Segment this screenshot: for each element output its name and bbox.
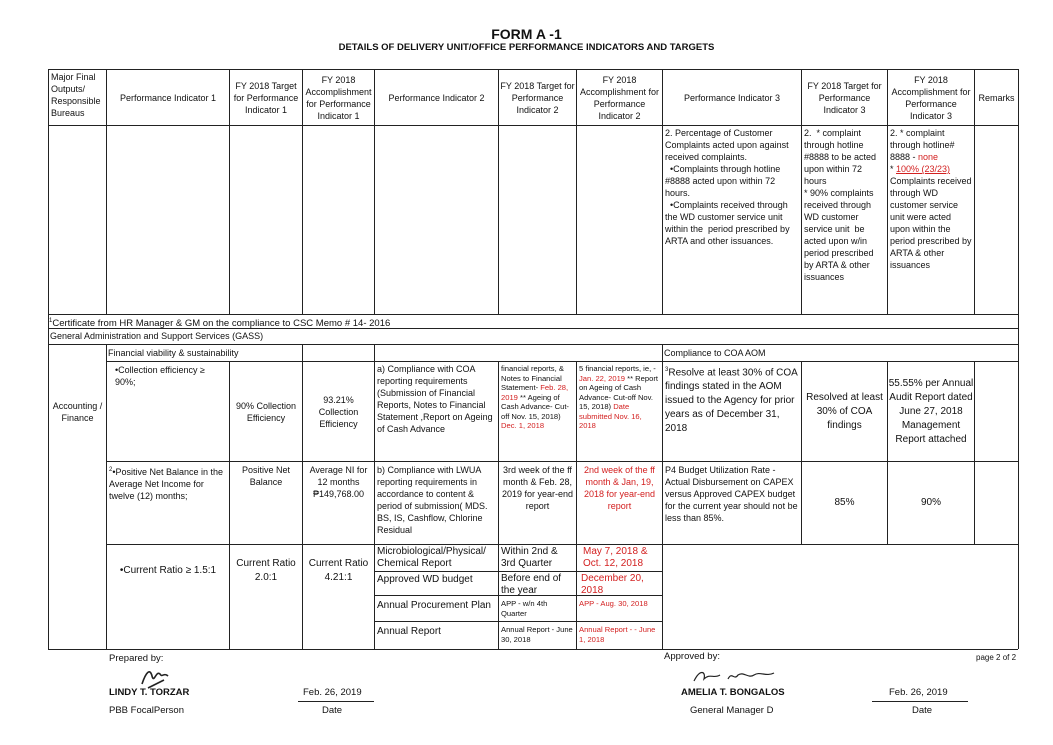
approved-date-label: Date	[912, 705, 933, 716]
row3-accomplishment3: 90%	[920, 497, 941, 508]
accounting-label: Accounting / Finance	[52, 400, 103, 423]
page-number: page 2 of 2	[976, 653, 1017, 662]
row3-target1: Positive Net Balance	[241, 465, 291, 487]
header-accomplishment3: FY 2018 Accomplishment for Performance Indicator 3	[891, 74, 971, 121]
row3-accomplishment2: 2nd week of the ff month & Jan, 19, 2018 for year-end report	[583, 465, 656, 511]
row4-sub1-pi2: Microbiological/Physical/ Chemical Report	[377, 546, 486, 569]
row2-pi1: •Collection efficiency ≥ 90%;	[115, 365, 205, 387]
row4-target1: Current Ratio 2.0:1	[236, 558, 296, 583]
row4-sub3-accomplishment2: APP - Aug. 30, 2018	[579, 599, 648, 608]
header-remarks: Remarks	[978, 92, 1015, 103]
header-mfo: Major Final Outputs/ Responsible Bureaus	[51, 72, 101, 118]
row3-target3: 85%	[834, 497, 855, 508]
header-target3: FY 2018 Target for Performance Indicator 3	[807, 80, 882, 115]
row4-sub4-target2: Annual Report - June 30, 2018	[501, 625, 573, 644]
header-target2: FY 2018 Target for Performance Indicator 2	[500, 80, 575, 115]
header-pi1: Performance Indicator 1	[119, 92, 217, 103]
header-target1: FY 2018 Target for Performance Indicator 1	[233, 80, 299, 115]
row1-accomplishment3: 2. * complaint through hotline# 8888 - none * 100% (23/23) Complaints received through WD customer service unit were acted upon within the period prescribed by ARTA & other issuances	[890, 128, 972, 270]
row2-target3: Resolved at least 30% of COA findings	[806, 391, 883, 431]
row3-pi2: b) Compliance with LWUA reporting requirements in accordance to content & period of submission( MDS. BS, IS, Cashflow, Chlorine Residual	[377, 465, 488, 535]
row2-accomplishment2: 5 financial reports, ie, - Jan. 22, 2019 ** Report on Ageing of Cash Advance- Cut-off Nov. 15, 2018) Date submitted Nov. 16, 2018	[579, 364, 658, 430]
prepared-date: Feb. 26, 2019	[303, 687, 362, 698]
row1-target3: 2. * complaint through hotline #8888 to be acted upon within 72 hours * 90% complaints received through WD customer service unit be acted upon w/in period prescribed by ARTA & other issuances	[804, 128, 877, 282]
row2-pi3: $^3$Resolve at least 30% of COA findings stated in the AOM issued to the Agency for prior years as of December 31, 2018	[665, 367, 798, 435]
prepared-label: Prepared by:	[109, 653, 164, 664]
approved-signature	[690, 665, 780, 689]
header-accomplishment1: FY 2018 Accomplishment for Performance Indicator 1	[305, 74, 372, 121]
row4-sub1-accomplishment2: May 7, 2018 & Oct. 12, 2018	[583, 546, 648, 569]
row1-pi3: 2. Percentage of Customer Complaints acted upon against received complaints. •Complaints through hotline #8888 acted upon within 72 hours. •Complaints received through the WD customer service unit within the period prescribed by ARTA and other issuances.	[665, 128, 790, 246]
row3-accomplishment1: Average NI for 12 months ₱149,768.00	[309, 465, 368, 499]
row4-sub3-pi2: Annual Procurement Plan	[377, 600, 491, 611]
row3-pi3: P4 Budget Utilization Rate - Actual Disbursement on CAPEX versus Approved CAPEX budget for the current year should not be less than 85%.	[665, 465, 798, 523]
approved-role: General Manager D	[690, 705, 774, 716]
approved-date: Feb. 26, 2019	[889, 687, 948, 698]
prepared-date-label: Date	[322, 705, 343, 716]
section-gass: General Administration and Support Services (GASS)	[50, 331, 264, 341]
header-accomplishment2: FY 2018 Accomplishment for Performance Indicator 2	[579, 74, 660, 121]
approved-name: AMELIA T. BONGALOS	[681, 687, 785, 698]
footnote: $^1$Certificate from HR Manager & GM on the compliance to CSC Memo # 14- 2016	[49, 318, 391, 328]
row2-accomplishment1: 93.21% Collection Efficiency	[318, 394, 359, 429]
row3-target2: 3rd week of the ff month & Feb. 28, 2019 for year-end report	[501, 465, 574, 511]
row4-sub4-accomplishment2: Annual Report - - June 1, 2018	[579, 625, 656, 644]
row4-sub2-pi2: Approved WD budget	[377, 574, 473, 585]
row4-sub1-target2: Within 2nd & 3rd Quarter	[501, 546, 558, 569]
approved-label: Approved by:	[664, 651, 720, 662]
row2-target2: financial reports, & Notes to Financial Statement- Feb. 28, 2019 ** Ageing of Cash Advance- Cut-off Nov. 15, 2018) Dec. 1, 2018	[501, 364, 569, 430]
row3-pi1: $^2$•Positive Net Balance in the Average Net Income for twelve (12) months;	[109, 467, 224, 501]
form-title: FORM A -1	[491, 26, 562, 42]
row4-sub3-target2: APP - w/n 4th Quarter	[501, 599, 548, 618]
form-subtitle: DETAILS OF DELIVERY UNIT/OFFICE PERFORMANCE INDICATORS AND TARGETS	[338, 42, 715, 53]
header-pi3: Performance Indicator 3	[683, 92, 781, 103]
header-pi2: Performance Indicator 2	[388, 92, 485, 103]
section-coa: Compliance to COA AOM	[664, 348, 766, 358]
row4-sub2-target2: Before end of the year	[501, 573, 562, 595]
row4-pi1: •Current Ratio ≥ 1.5:1	[119, 565, 217, 576]
row4-sub2-accomplishment2: December 20, 2018	[581, 573, 644, 595]
row2-accomplishment3: 55.55% per Annual Audit Report dated June 27, 2018 Management Report attached	[888, 377, 974, 445]
row4-sub4-pi2: Annual Report	[377, 626, 441, 637]
prepared-role: PBB FocalPerson	[109, 705, 184, 716]
row4-accomplishment1: Current Ratio 4.21:1	[308, 558, 369, 583]
prepared-name: LINDY T. TORZAR	[109, 687, 190, 698]
row2-pi2: a) Compliance with COA reporting requirements (Submission of Financial Reports, Notes to Financial Statement ,Report on Ageing of Cash Advance	[377, 364, 493, 434]
row2-target1: 90% Collection Efficiency	[235, 400, 297, 423]
section-financial: Financial viability & sustainability	[108, 348, 239, 358]
